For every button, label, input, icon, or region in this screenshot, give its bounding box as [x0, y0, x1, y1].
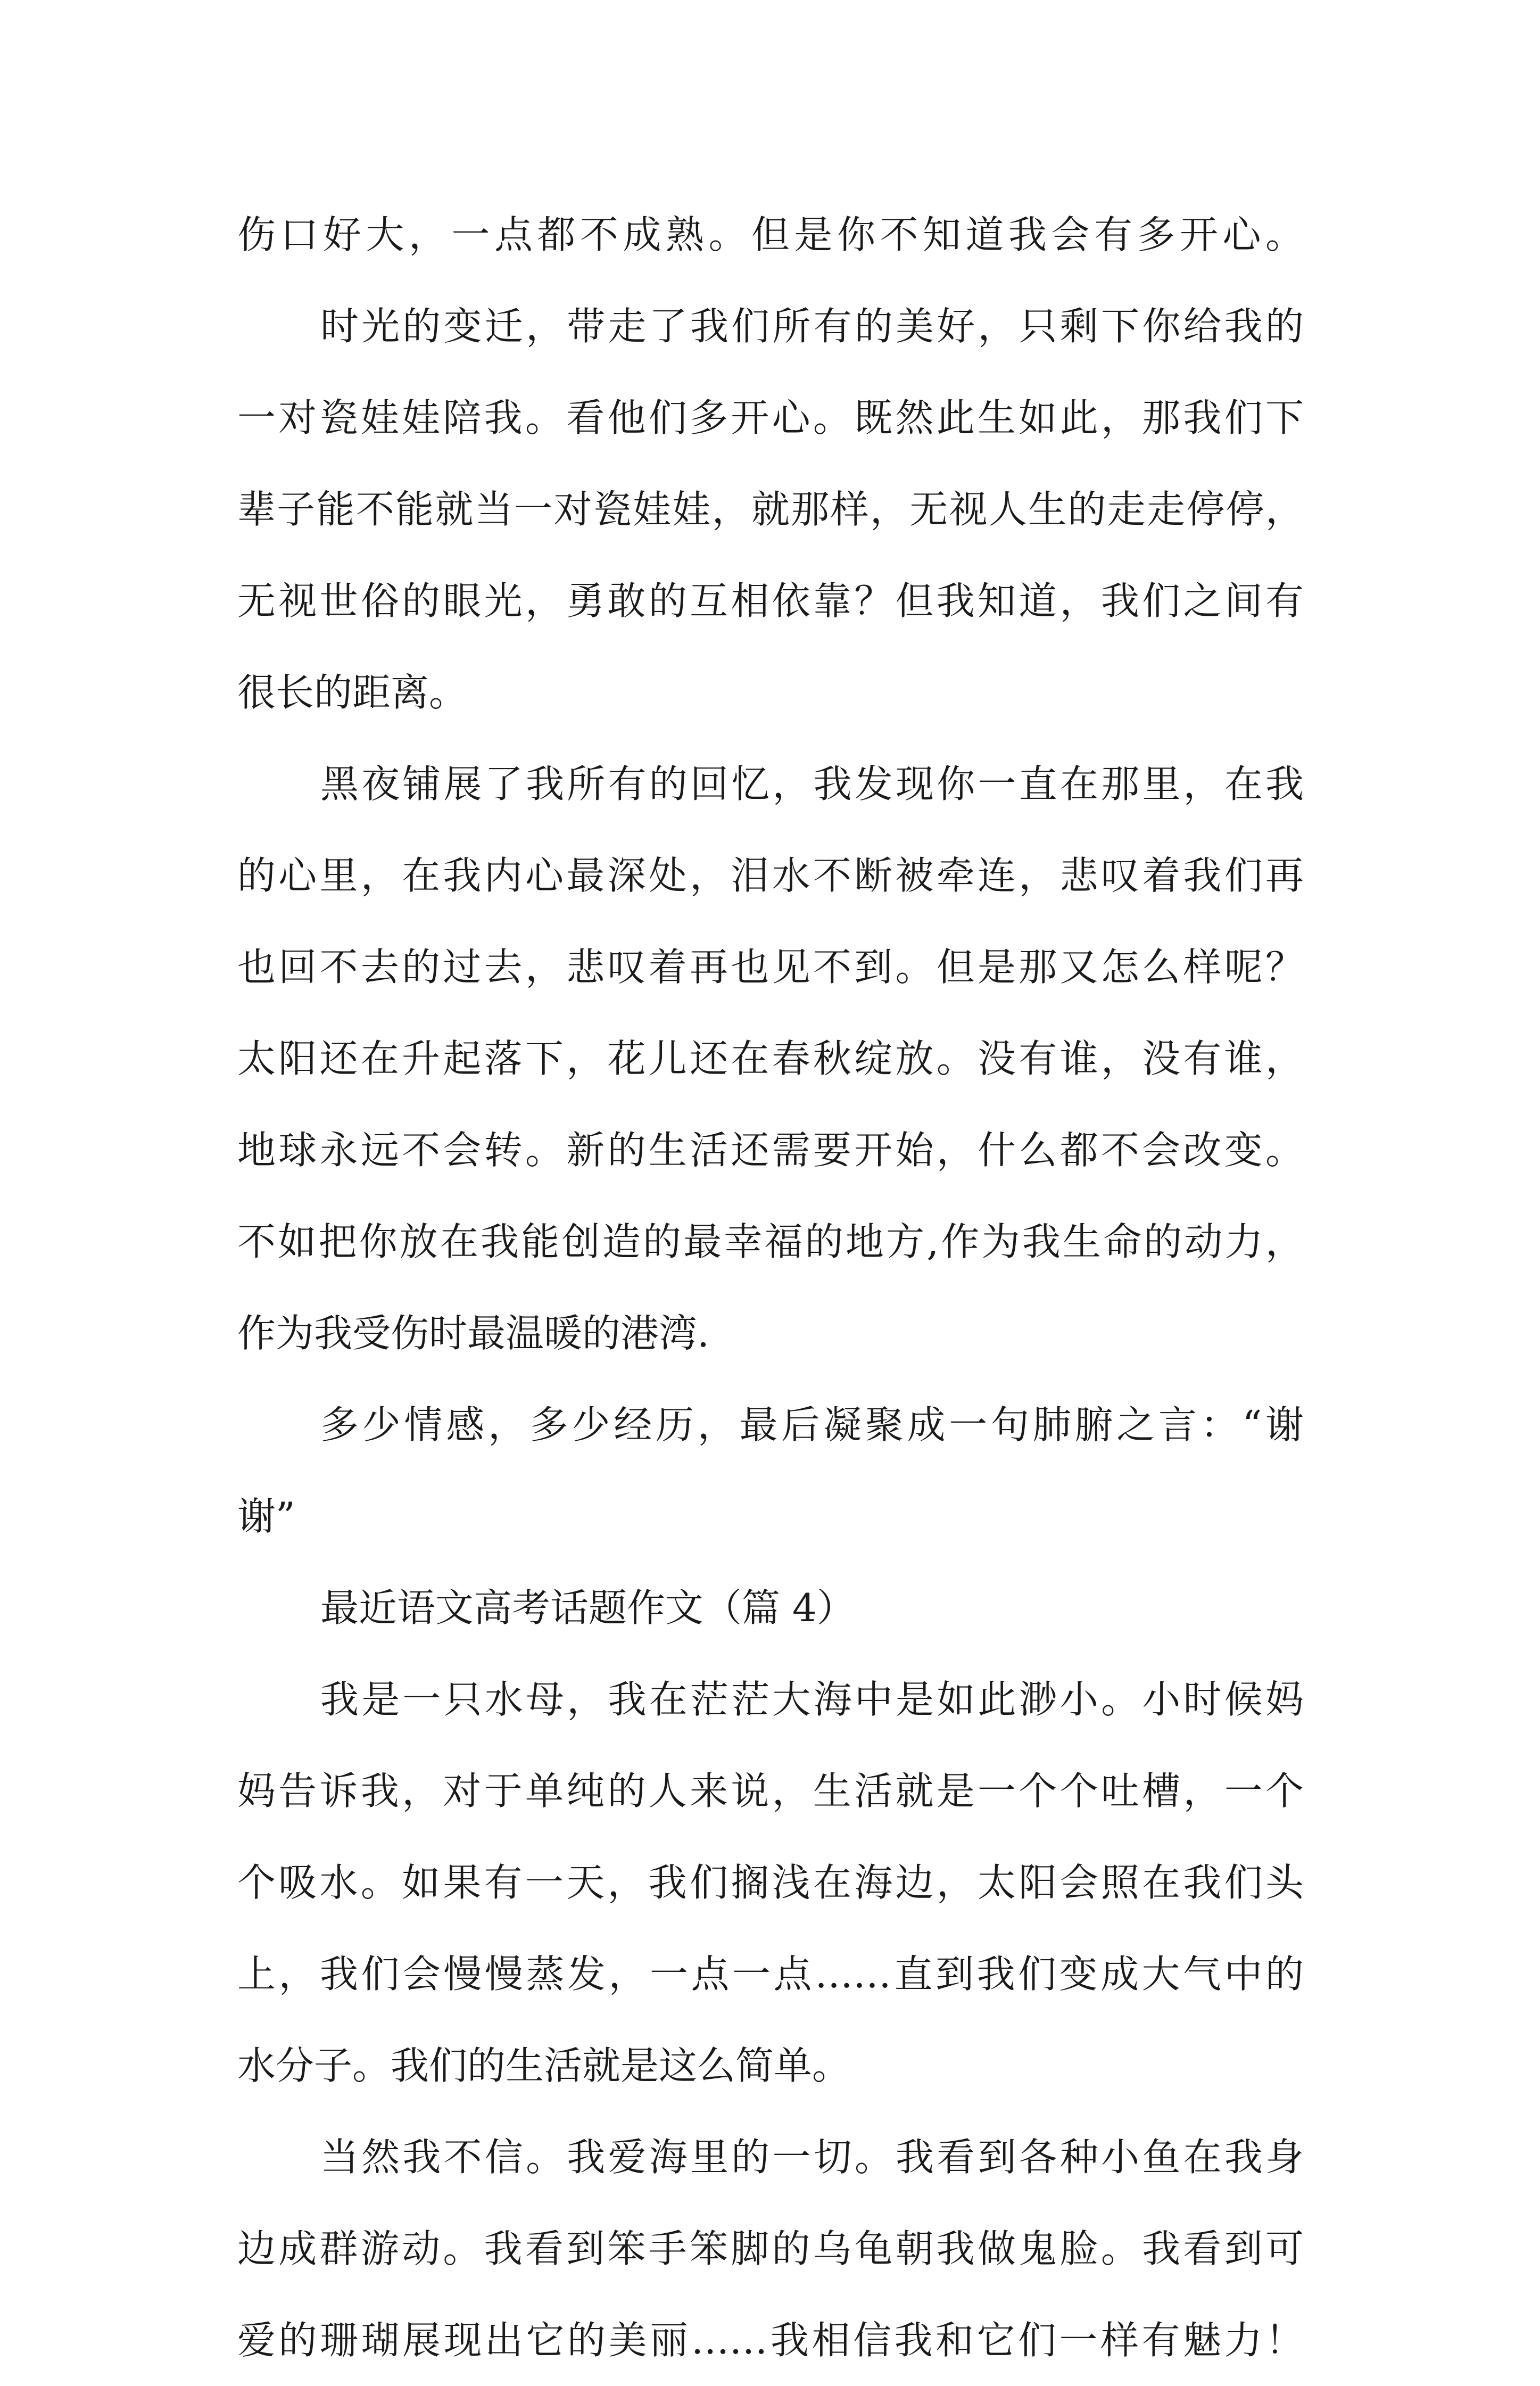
text-line: 我是一只水母，我在茫茫大海中是如此渺小。小时候妈 [320, 1677, 1304, 1722]
text-line: 时光的变迁，带走了我们所有的美好，只剩下你给我的 [320, 304, 1304, 349]
text-line: 黑夜铺展了我所有的回忆，我发现你一直在那里，在我 [320, 762, 1304, 806]
text-line: 很长的距离。 [237, 670, 468, 715]
text-line: 作为我受伤时最温暖的港湾. [237, 1311, 709, 1356]
document-body [237, 189, 1304, 2386]
text-line: 谢” [237, 1494, 295, 1539]
text-line: 也回不去的过去，悲叹着再也见不到。但是那又怎么样呢？ [237, 945, 1304, 989]
text-line: 水分子。我们的生活就是这么简单。 [237, 2043, 851, 2088]
text-line: 边成群游动。我看到笨手笨脚的乌龟朝我做鬼脸。我看到可 [237, 2226, 1304, 2271]
text-line: 多少情感，多少经历，最后凝聚成一句肺腑之言：“谢 [320, 1402, 1304, 1447]
text-line: 不如把你放在我能创造的最幸福的地方,作为我生命的动力， [237, 1219, 1304, 1264]
text-line: 个吸水。如果有一天，我们搁浅在海边，太阳会照在我们头 [237, 1860, 1304, 1905]
text-line: 伤口好大，一点都不成熟。但是你不知道我会有多开心。 [237, 212, 1304, 257]
text-line: 辈子能不能就当一对瓷娃娃，就那样，无视人生的走走停停， [237, 487, 1304, 532]
text-line: 一对瓷娃娃陪我。看他们多开心。既然此生如此，那我们下 [237, 395, 1304, 440]
text-line: 妈告诉我，对于单纯的人来说，生活就是一个个吐槽，一个 [237, 1769, 1304, 1813]
text-line: 太阳还在升起落下，花儿还在春秋绽放。没有谁，没有谁， [237, 1036, 1304, 1081]
text-line: 地球永远不会转。新的生活还需要开始，什么都不会改变。 [237, 1128, 1304, 1173]
text-line: 的心里，在我内心最深处，泪水不断被牵连，悲叹着我们再 [237, 853, 1304, 898]
text-line: 爱的珊瑚展现出它的美丽……我相信我和它们一样有魅力！ [237, 2318, 1304, 2363]
text-line: 当然我不信。我爱海里的一切。我看到各种小鱼在我身 [320, 2135, 1304, 2179]
text-line: 无视世俗的眼光，勇敢的互相依靠？但我知道，我们之间有 [237, 579, 1304, 623]
section-heading: 最近语文高考话题作文（篇 4） [320, 1586, 855, 1630]
text-line: 上，我们会慢慢蒸发，一点一点……直到我们变成大气中的 [237, 1952, 1304, 1996]
